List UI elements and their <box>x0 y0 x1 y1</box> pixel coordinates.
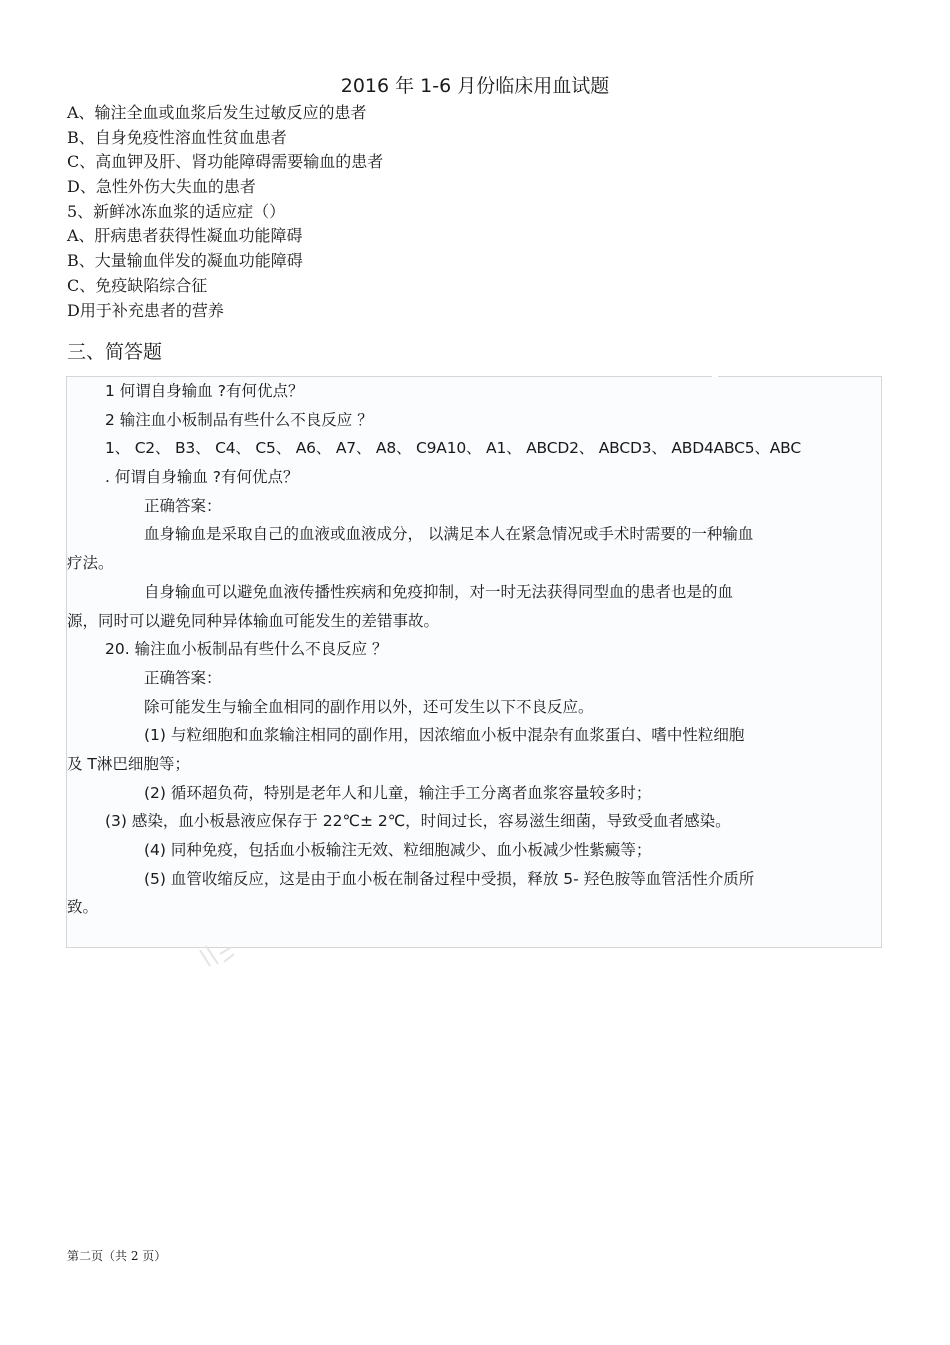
answer-item: (5) 血管收缩反应，这是由于血小板在制备过程中受损，释放 5- 羟色胺等血管活性介质所 <box>144 869 755 888</box>
question-1: 1 何谓自身输血 ?有何优点？ <box>105 382 304 400</box>
answer-item: (3) 感染，血小板悬液应保存于 22℃± 2℃，时间过长，容易滋生细菌，导致受血者感染。 <box>105 812 731 831</box>
option-line: A、输注全血或血浆后发生过敏反应的患者 <box>67 103 367 122</box>
question-line: 5、新鲜冰冻血浆的适应症（） <box>67 201 286 221</box>
option-line: A、肝病患者获得性凝血功能障碍 <box>67 226 303 246</box>
answer-text: 源，同时可以避免同种异体输血可能发生的差错事故。 <box>67 611 440 630</box>
question-2: 2 输注血小板制品有些什么不良反应 ？ <box>105 410 373 429</box>
answer-text: 自身输血可以避免血液传播性疾病和免疫抑制，对一时无法获得同型血的患者也是的血 <box>144 582 734 601</box>
answer-text: 血身输血是采取自己的血液或血液成分， 以满足本人在紧急情况或手术时需要的一种输血 <box>144 525 754 544</box>
option-line: C、高血钾及肝、肾功能障碍需要输血的患者 <box>67 152 384 172</box>
section-heading: 三、简答题 <box>67 341 163 363</box>
option-line: D、急性外伤大失血的患者 <box>67 177 256 197</box>
answer-item: (2) 循环超负荷，特别是老年人和儿童，输注手工分离者血浆容量较多时； <box>144 783 652 802</box>
question-20: 20. 输注血小板制品有些什么不良反应 ？ <box>105 640 388 659</box>
answer-key: 1、 C2、 B3、 C4、 C5、 A6、 A7、 A8、 C9A10、 A1、 ABCD2、 ABCD3、 ABD4ABC5、ABC <box>105 439 801 458</box>
correct-answer-label: 正确答案： <box>144 496 222 515</box>
correct-answer-label: 正确答案： <box>144 668 222 687</box>
answer-item: 及 T淋巴细胞等； <box>67 754 190 773</box>
faint-stamp-icon <box>196 940 240 974</box>
answer-text: 除可能发生与输全血相同的副作用以外，还可发生以下不良反应。 <box>144 697 594 716</box>
answer-item: 致。 <box>67 898 99 917</box>
answer-item: (4) 同种免疫，包括血小板输注无效、粒细胞减少、血小板减少性紫癜等； <box>144 841 652 859</box>
option-line: D用于补充患者的营养 <box>67 300 224 320</box>
options-block <box>67 101 887 323</box>
document-title: 2016 年 1-6 月份临床用血试题 <box>340 75 610 97</box>
option-line: C、免疫缺陷综合征 <box>67 275 208 295</box>
option-line: B、自身免疫性溶血性贫血患者 <box>67 127 287 147</box>
page-footer: 第二页（共 2 页） <box>67 1249 167 1263</box>
qa-content <box>67 377 879 922</box>
answer-item: (1) 与粒细胞和血浆输注相同的副作用，因浓缩血小板中混杂有血浆蛋白、嗜中性粒细胞 <box>144 726 745 745</box>
question-1-repeat: . 何谓自身输血 ?有何优点？ <box>105 468 299 487</box>
answer-text: 疗法。 <box>67 554 114 573</box>
option-line: B、大量输血伴发的凝血功能障碍 <box>67 251 303 271</box>
